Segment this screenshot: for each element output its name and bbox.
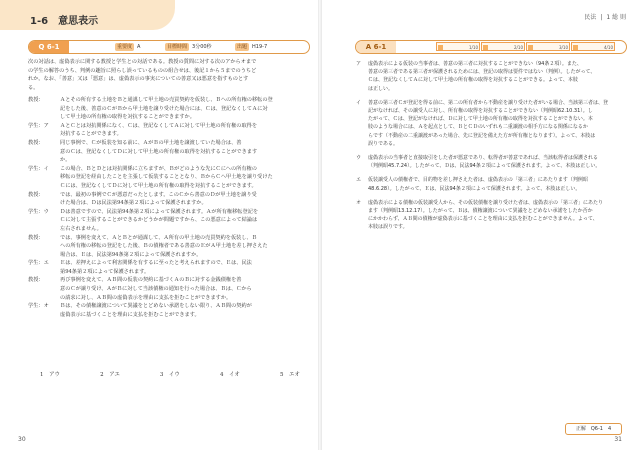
meta-exam-year: 出題 H19-7	[237, 44, 268, 50]
answer-item: オ 虚偽表示による債権の仮装譲受人から、その仮装債権を譲り受けた者は、虚偽表示の「第三者」にあたり ます（判例昭13.12.17）。したがって、Ｂは、債権譲渡について異議をとどめない承諾をしたか否か にかかわらず、ＡＢ間の債権が虚偽表示に基づくことを理由に支払を拒むことができません。よって、 本肢は誤りです。	[356, 199, 604, 231]
dialogue-turn: 学生：オ Ｂは、その債権譲渡について異議をとどめない承諾をしない限り、ＡＢ間の契約が 虚偽表示に基づくことを理由に支払を拒むことができます。	[28, 303, 252, 318]
track-cell[interactable]: 2/10	[481, 42, 525, 51]
dialogue-turn: 学生：イ この場合、ＢとＤとは対抗関係に立ちますが、Ｂがどのような先にＣにへの所有権の 移転の登記を経由したことを主張して仮装することとなり、ＢからＣへ甲土地を譲り受けた Ｃには、登記なくしてＤに対して甲土地の所有権の取得を対抗することができます。	[28, 165, 273, 189]
page-number-left: 30	[18, 436, 26, 443]
choice-2[interactable]: 2 アエ	[100, 372, 120, 378]
meta-target-time: 目標時間 3分00秒	[167, 44, 212, 50]
question-intro: 次の対話は、虚偽表示に関する教授と学生との対話である。教授の質問に対する次のアからオまで の学生の解答のうち、判例の趣旨に照らし誤っているものの組合せは、後記１から５までのうちど れか。なお、「善意」又は「悪意」は、虚偽表示の事実についての善意又は悪意を指すものとす る。	[28, 59, 257, 91]
dialogue-turn: 教授： では、事例を変えて、ＡとＢとが通謀して、Ａ所有の甲土地の売買契約を仮装し、Ｂ への所有権の移転の登記をした後、Ｂの債権者である善意のＥがＡ甲土地を差し押さえた 場合は、Ｅは、民法第94条第２項によって保護されますか。	[28, 234, 268, 258]
meta-importance: 重要度 A	[117, 44, 141, 50]
dialogue-turn: 学生：ウ Ｄは善意ですので、民法第94条第２項によって保護されます。Ａが所有権移転登記を Ｃに対して主張することができるかどうかが問題ですから、この悪意によって結論は 左右されません。	[28, 208, 259, 232]
question-bar	[28, 40, 310, 54]
answer-item: イ 善意の第三者Ｃが登記を得る前に、第二の所有者から不動産を譲り受けた者がいる場合、当該第三者は、登 記がなければ、その譲受人に対し、所有権の取得を対抗することができない（判例昭62.10.31）。し たがって、Ｃは、登記がなければ、Ｄに対して甲土地の所有権の取得を対抗することができない。本 肢のような場合には、Ａを起点として、ＢとＣＤのいずれも二重譲渡の相手方になる関係になるか らです（不動産の二重譲渡があった場合、先に登記を備えた方が所有権となります）。よって、本肢は 誤りである。	[356, 99, 609, 147]
dialogue-turn: 学生：ア ＡとＣとは対抗関係になく、Ｃは、登記なくしてＡに対して甲土地の所有権の取得を 対抗することができます。	[28, 122, 258, 138]
dialogue-turn: 教授： 同じ事例で、Ｃが仮装を知る前に、ＡがＢの甲土地を譲渡していた場合は、善 意のＣは、登記なくしてＤに対して甲土地の所有権の取得を対抗することができます か。	[28, 139, 258, 164]
answer-item: ア 虚偽表示による仮装の当事者は、善意の第三者に対抗することができない（94条２項）。また、 善意の第三者である第三者が保護されるためには、登記の取得は要件ではない（判例）。したがって、 Ｃは、登記なくしてＡに対して甲土地の所有権の取得を対抗することができる。よって、本肢 は正しい。	[356, 61, 596, 92]
answer-item: ウ 虚偽表示の当事者と直接取引をした者が悪意であり、転得者が善意であれば、当該転得者は保護される （判例昭45.7.24）。したがって、Ｄは、民法94条２項によって保護されます。よって、本肢は正しい。	[356, 155, 601, 170]
track-cell[interactable]: 4/10	[571, 42, 615, 51]
choice-3[interactable]: 3 イウ	[159, 372, 180, 378]
section-tab	[0, 0, 175, 30]
answer-number: A 6-1	[356, 41, 396, 53]
correct-answer-tag: 正解 Q6-1 4	[565, 423, 622, 435]
dialogue-turn: 学生：エ Ｅは、差押えによって利害関係を有するに至ったと考えられますので、Ｅは、民法 第94条第２項によって保護されます。	[28, 260, 252, 275]
progress-track	[436, 42, 615, 51]
choice-4[interactable]: 4 イオ	[220, 372, 240, 378]
dialogue-turn: 教授： 再び事例を変えて、ＡＢ間の仮装の契約に基づくＡのＢに対する金銭債権を善 意のＣが譲り受け、ＡがＢに対して当該債権の通知を行った場合は、Ｂは、Ｃから の請求に対し、ＡＢ間の虚偽表示を理由に支払を拒むことができますか。	[28, 277, 252, 301]
answer-explanations	[356, 60, 624, 238]
track-cell[interactable]: 1/10	[436, 42, 480, 51]
dialogue	[28, 96, 314, 319]
running-head: 民法 | 1 総 則	[584, 14, 626, 21]
answer-choices	[40, 370, 300, 378]
page-number-right: 31	[614, 436, 622, 443]
answer-item: エ 仮装譲受人の債権者で、目的物を差し押さえた者は、虚偽表示の「第三者」にあたります（判例昭 48.6.28）。したがって、Ｅは、民法94条２項によって保護されます。よって、本肢は正しい。	[356, 177, 588, 192]
dialogue-turn: 教授： では、最初の事例でＣが悪意だったとします。このＣから善意のＤが甲土地を譲り受 けた場合は、Ｄは民法第94条第２項によって保護されますか。	[28, 191, 257, 207]
question-number: Q 6-1	[29, 41, 69, 53]
choice-5[interactable]: 5 エオ	[279, 372, 300, 378]
section-title: 1-6 意思表示	[30, 16, 99, 27]
choice-1[interactable]: 1 アウ	[40, 372, 60, 378]
dialogue-turn: 教授： Ａとその所有する土地をＢと通謀して甲土地の売買契約を仮装し、Ｂへの所有権の移転の登 記をした後、善意のＣがＢから甲土地を譲り受けた場合には、Ｃは、登記なくしてＡに対 して甲土地の所有権の取得を対抗することができますか。	[28, 97, 273, 121]
track-cell[interactable]: 3/10	[526, 42, 570, 51]
answer-bar	[355, 40, 627, 54]
